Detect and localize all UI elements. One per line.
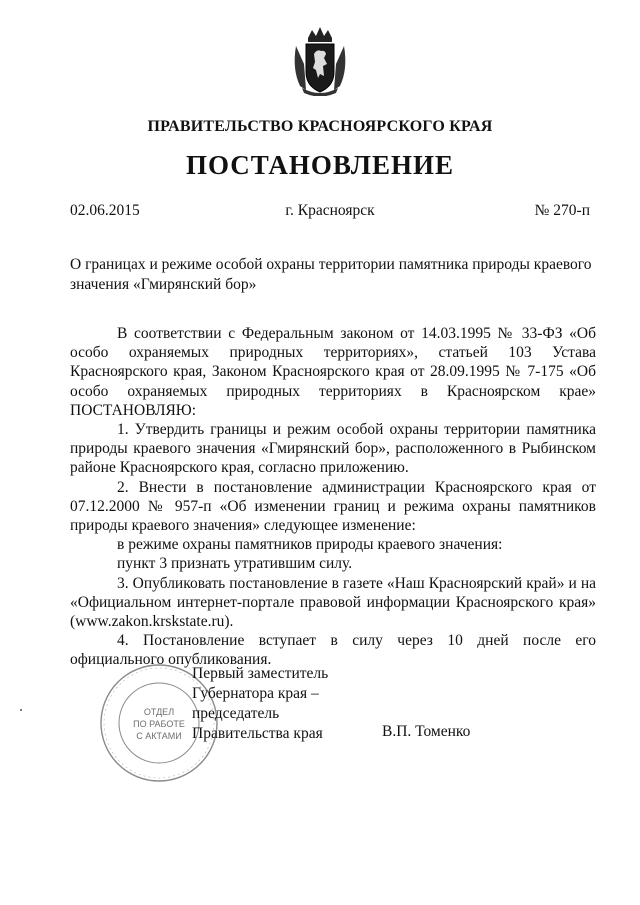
clause-4-paragraph: 4. Постановление вступает в силу через 10 дней после его официального опубликования. <box>70 632 596 669</box>
document-type-title: ПОСТАНОВЛЕНИЕ <box>185 150 455 180</box>
clause-1-paragraph: 1. Утвердить границы и режим особой охраны территории памятника природы краевого значения «Гмирянский бор», расположенного в Рыбинском районе Красноярского края, согласно приложению. <box>70 421 596 477</box>
krasnoyarsk-coat-of-arms-icon <box>290 24 350 96</box>
stamp-line-2: ПО РАБОТЕ <box>133 719 185 729</box>
signatory-position-line: Первый заместитель <box>192 665 329 682</box>
signatory-position <box>192 664 362 744</box>
signatory-position-line: председатель <box>192 705 280 722</box>
signatory-position-line: Правительства края <box>192 725 323 742</box>
preamble-paragraph: В соответствии с Федеральным законом от 14.03.1995 № 33-ФЗ «Об особо охраняемых природных территориях», статьей 103 Устава Красноярского края, Законом Красноярского края от 28.09.1995 № 7-175 «Об особо охраняемых природных территориях в Красноярском крае» ПОСТАНОВЛЯЮ: <box>70 325 596 419</box>
stamp-line-3: С АКТАМИ <box>136 731 182 741</box>
stamp-line-1: ОТДЕЛ <box>143 707 175 717</box>
clause-2-subline: в режиме охраны памятников природы краевого значения: <box>117 536 503 554</box>
document-body <box>70 324 596 670</box>
document-date: 02.06.2015 <box>70 202 140 219</box>
signatory-name: В.П. Томенко <box>382 723 471 740</box>
document-subject: О границах и режиме особой охраны территории памятника природы краевого значения «Гмирянский бор» <box>70 256 592 293</box>
clause-2-paragraph: 2. Внести в постановление администрации Красноярского края от 07.12.2000 № 957-п «Об изменении границ и режима охраны памятников природы краевого значения» следующее изменение: <box>70 478 596 535</box>
organization-title: ПРАВИТЕЛЬСТВО КРАСНОЯРСКОГО КРАЯ <box>147 118 493 135</box>
signatory-position-line: Губернатора края – <box>192 685 319 702</box>
clause-2-subline: пункт 3 признать утратившим силу. <box>117 555 353 573</box>
clause-3-paragraph: 3. Опубликовать постановление в газете «Наш Красноярский край» и на «Официальном интернет-портале правовой информации Красноярского края» (www.zakon.krskstate.ru). <box>70 574 596 631</box>
document-city: г. Красноярск <box>285 202 375 219</box>
scan-speck <box>20 709 22 711</box>
document-number: № 270-п <box>534 202 590 219</box>
